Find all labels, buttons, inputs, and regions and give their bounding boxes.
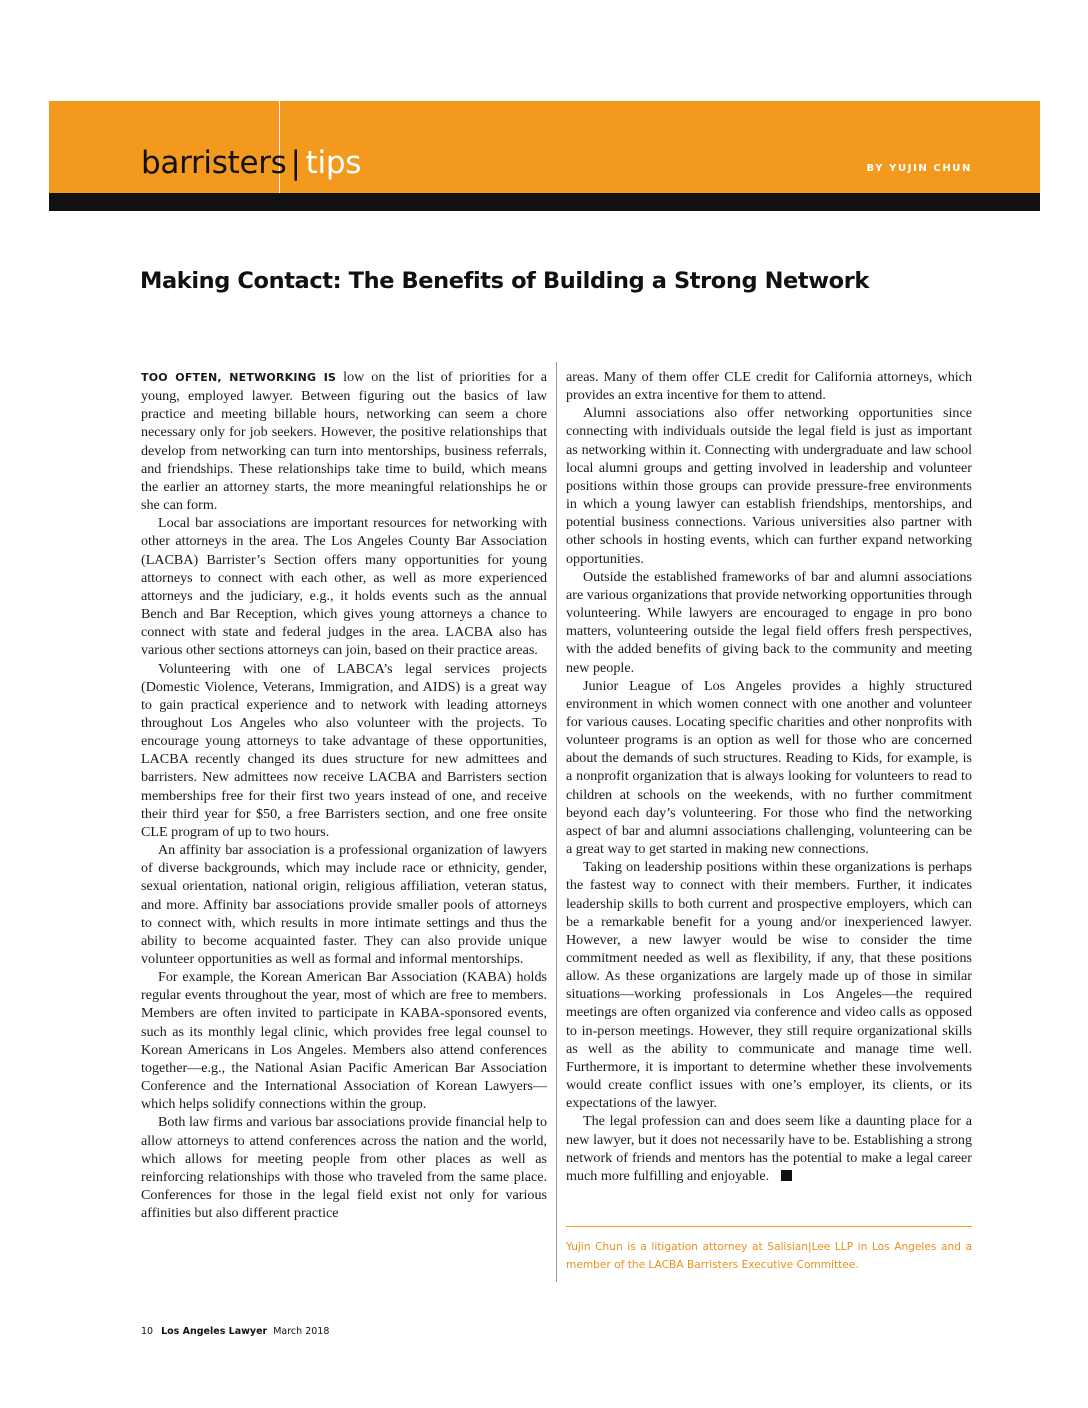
article-paragraph: Outside the established frameworks of bar and alumni associations are various organizations that provide networking opportunities through volunteering. While lawyers are encouraged to engage in pro bono matters, volunteering outside the legal field offers fresh perspectives, with the added benefits of giving back to the community and meeting new people. [566, 568, 972, 676]
article-paragraph: Volunteering with one of LABCA’s legal services projects (Domestic Violence, Veterans, Immigration, and AIDS) is a great way to gain practical experience and to network with leading attorneys throughout Los Angeles who also volunteer with the projects. To encourage young attorneys to take advantage of these opportunities, LACBA recently changed its dues structure for new admittees and barristers. New admittees now receive LACBA and Barristers section memberships free for their first two years instead of one, and receive their third year for $50, a free Barristers section, and one free onsite CLE program of up to two hours. [141, 660, 547, 840]
article-paragraph: Both law firms and various bar associations provide financial help to allow attorneys to attend conferences across the nation and the world, which allows for meeting people from other places as well as reinforcing relationships with those who traveled from the same place. Conferences for those in the legal field exist not only for various affinities but also different practice [141, 1114, 547, 1222]
department-subname: tips [305, 145, 362, 181]
article-paragraph: areas. Many of them offer CLE credit for California attorneys, which provides an extra incentive for them to attend. [566, 369, 972, 404]
department-banner [49, 101, 1040, 193]
article-paragraph: Taking on leadership positions within these organizations is perhaps the fastest way to connect with their members. Further, it indicates leadership skills to both current and prospective employers, which can be a remarkable benefit for a young and/or inexperienced lawyer. However, a new lawyer would be wise to consider the time commitment needed as well as flexibility, if any, that these positions allow. As these organizations are largely made up of those in similar situations—working professionals in Los Angeles—the required meetings are often organized via conference and video calls as opposed to in-person meetings. However, they still require organizational skills as well as the ability to communicate and manage time well. Furthermore, it is important to determine whether these involvements would create conflict issues with one’s employer, its clients, or its expectations of the lawyer. [566, 859, 972, 1112]
article-title: Making Contact: The Benefits of Building a Strong Network [140, 268, 869, 294]
issue-date: March 2018 [273, 1326, 330, 1337]
department-separator: | [290, 145, 301, 181]
paragraph-text: The legal profession can and does seem like a daunting place for a new lawyer, but it does not necessarily have to be. Establishing a strong network of friends and mentors has the potential to make a legal career much more fulfilling and enjoyable. [566, 1113, 972, 1184]
article-paragraph: For example, the Korean American Bar Association (KABA) holds regular events throughout the year, most of which are free to members. Members are often invited to participate in KABA-sponsored events, such as its monthly legal clinic, which provides free legal counsel to Korean Americans in Los Angeles. Members also attend conferences together—e.g., the National Asian Pacific American Bar Association Conference and the International Association of Korean Lawyers—which helps solidify connections within the group. [141, 969, 547, 1113]
article-paragraph: Alumni associations also offer networking opportunities since connecting with individuals outside the legal field is just as important as networking within it. Connecting with undergraduate and law school local alumni groups and getting involved in leadership and volunteer positions within those groups can provide pressure-free environments in which a young lawyer can establish friendships, mentorships, and potential business connections. Various universities also partner with other schools in hosting events, which can further expand networking opportunities. [566, 405, 972, 567]
article-column-right [566, 368, 972, 1185]
article-paragraph [141, 368, 547, 514]
department-name: barristers [141, 145, 287, 181]
byline: BY YUJIN CHUN [866, 163, 972, 174]
magazine-name: Los Angeles Lawyer [161, 1326, 268, 1337]
article-paragraph: Junior League of Los Angeles provides a highly structured environment in which women connect with one another and volunteer for various causes. Locating specific charities and other nonprofits with volunteer programs is an option as well for those who are concerned about the demands of such structures. Reading to Kids, for example, is a nonprofit organization that is always looking for volunteers to read to children at schools on the weekends, with no further commitment beyond each day’s volunteering. For those who find the networking aspect of bar and alumni associations challenging, volunteering can be a great way to get started in making new connections. [566, 677, 972, 858]
page-footer [141, 1326, 329, 1337]
page-number: 10 [141, 1326, 154, 1337]
paragraph-text: low on the list of priorities for a young, employed lawyer. Between figuring out the basics of law practice and meeting billable hours, networking can seem a chore necessary only for job seekers. However, the positive relationships that develop from networking can turn into mentorships, business referrals, and friendships. These relationships take time to build, which means the earlier an attorney starts, the more meaningful relationships he or she can form. [141, 369, 547, 514]
column-divider [556, 362, 557, 1282]
author-bio: Yujin Chun is a litigation attorney at Salisian|Lee LLP in Los Angeles and a member of the LACBA Barristers Executive Committee. [566, 1241, 972, 1271]
department-label [141, 145, 361, 181]
header-rule [49, 193, 1040, 211]
article-paragraph: Local bar associations are important resources for networking with other attorneys in the area. The Los Angeles County Bar Association (LACBA) Barrister’s Section offers many opportunities for young attorneys to connect with each other, as well as more experienced attorneys and the judiciary, e.g., it holds events such as the annual Bench and Bar Reception, which gives young attorneys a chance to connect with state and federal judges in the area. LACBA also has various other sections attorneys can join, based on their practice areas. [141, 515, 547, 659]
article-column-left [141, 368, 547, 1222]
end-mark-icon [781, 1170, 792, 1181]
article-paragraph: An affinity bar association is a professional organization of lawyers of diverse backgrounds, which may include race or ethnicity, gender, sexual orientation, national origin, religious affiliation, veteran status, and more. Affinity bar associations provide smaller pools of attorneys to connect with, which results in more intimate settings and thus the ability to become acquainted faster. They can also provide unique volunteer opportunities as well as formal and informal mentorships. [141, 842, 547, 967]
lead-in: TOO OFTEN, NETWORKING IS [141, 371, 337, 384]
article-paragraph [566, 1112, 972, 1185]
bio-rule [566, 1226, 972, 1227]
